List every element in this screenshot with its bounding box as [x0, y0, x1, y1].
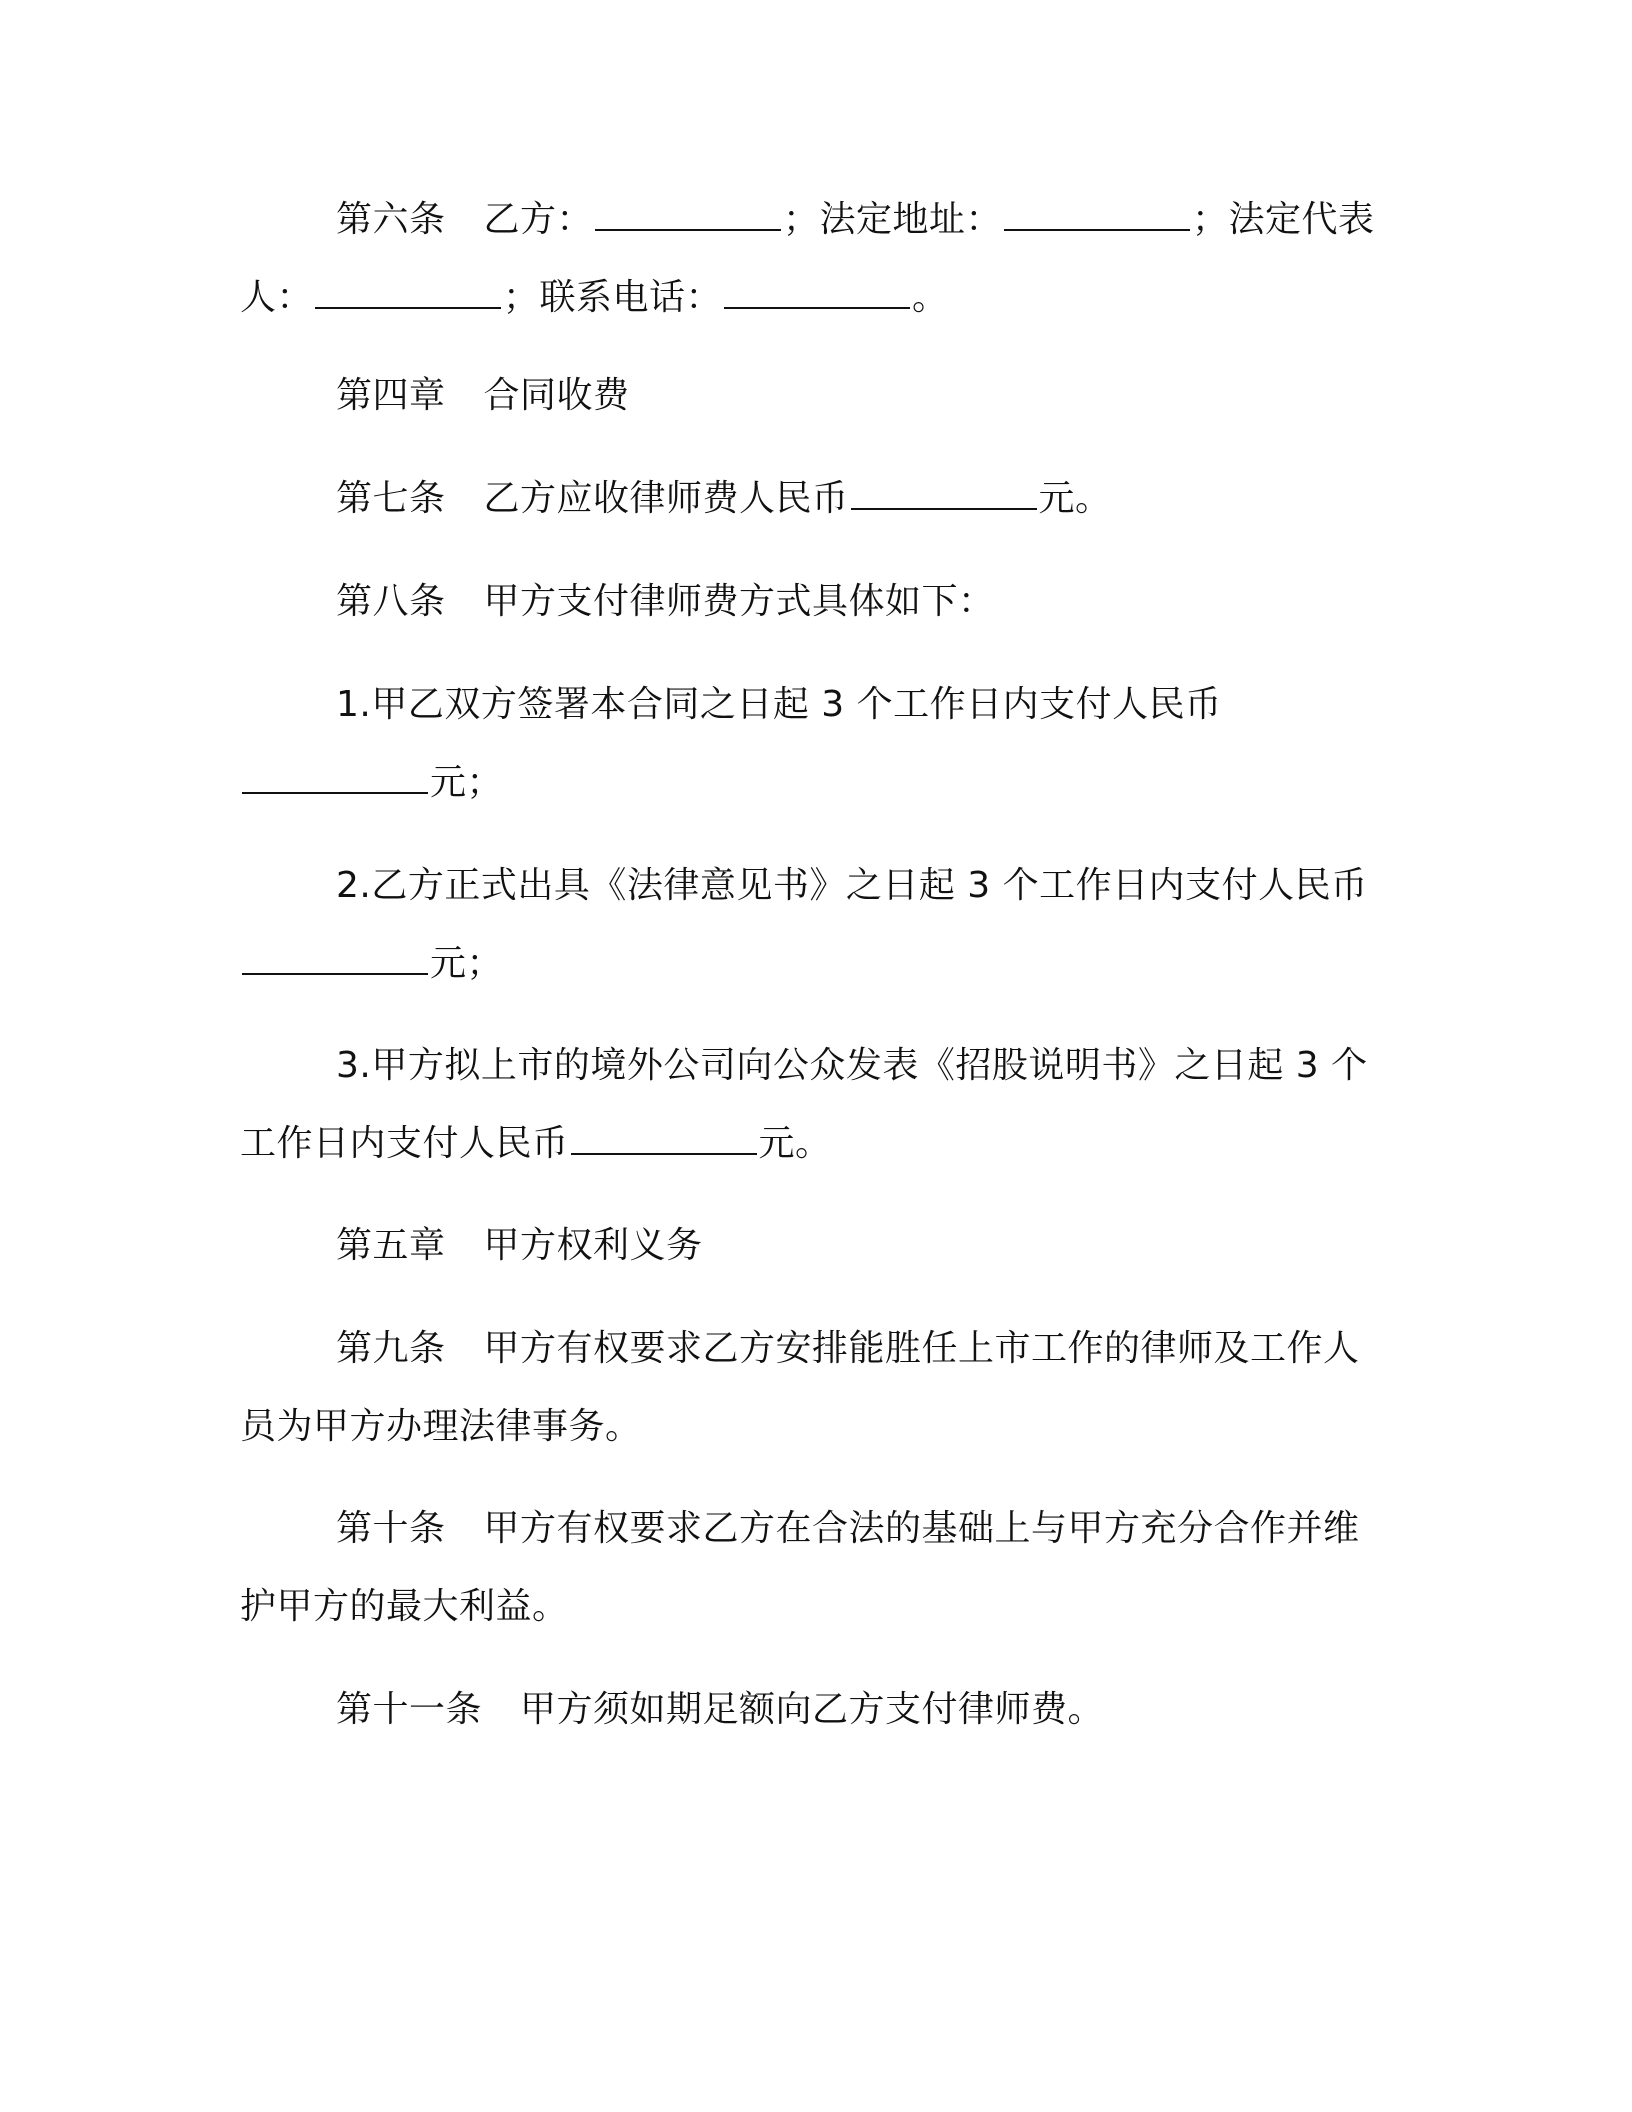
fee-blank[interactable]	[851, 508, 1037, 510]
party-b-label: 乙方：	[483, 199, 594, 240]
payment-2-blank[interactable]	[242, 973, 428, 975]
chapter-title: 合同收费	[483, 375, 630, 416]
address-label: ；法定地址：	[783, 199, 1003, 240]
party-b-blank[interactable]	[595, 229, 781, 231]
article-heading: 第九条	[336, 1328, 446, 1369]
payment-item-2: 2.乙方正式出具《法律意见书》之日起 3 个工作日内支付人民币元；	[240, 847, 1390, 1003]
article-8: 第八条 甲方支付律师费方式具体如下：	[336, 581, 995, 622]
article-heading: 第六条	[336, 199, 446, 240]
phone-label: ；联系电话：	[503, 277, 723, 318]
article-heading: 第八条	[336, 581, 446, 622]
article-7: 第七条 乙方应收律师费人民币 元。	[336, 478, 1112, 519]
payment-item-1: 1.甲乙双方签署本合同之日起 3 个工作日内支付人民币元；	[240, 666, 1390, 822]
article-11: 第十一条 甲方须如期足额向乙方支付律师费。	[336, 1689, 1105, 1730]
item-number: 1.	[336, 684, 372, 725]
chapter-heading: 第五章	[336, 1225, 446, 1266]
article-10: 第十条 甲方有权要求乙方在合法的基础上与甲方充分合作并维护甲方的最大利益。	[240, 1508, 1360, 1627]
legal-rep-label: ；法定代表人：	[240, 199, 1375, 318]
item-number: 3.	[336, 1045, 372, 1086]
article-9: 第九条 甲方有权要求乙方安排能胜任上市工作的律师及工作人员为甲方办理法律事务。	[240, 1328, 1360, 1447]
article-heading: 第十一条	[336, 1689, 483, 1730]
chapter-title: 甲方权利义务	[483, 1225, 703, 1266]
article-heading: 第十条	[336, 1508, 446, 1549]
address-blank[interactable]	[1004, 229, 1190, 231]
legal-rep-blank[interactable]	[315, 307, 501, 309]
payment-3-blank[interactable]	[571, 1153, 757, 1155]
article-6: 第六条 乙方： ；法定地址： ；法定代表人： ；联系电话： 。	[240, 199, 1375, 318]
item-number: 2.	[336, 865, 372, 906]
chapter-4	[240, 357, 1390, 435]
payment-1-blank[interactable]	[242, 792, 428, 794]
chapter-5	[240, 1207, 1390, 1285]
article-heading: 第七条	[336, 478, 446, 519]
phone-blank[interactable]	[724, 307, 910, 309]
payment-item-3: 3.甲方拟上市的境外公司向公众发表《招股说明书》之日起 3 个工作日内支付人民币 元。	[240, 1045, 1368, 1164]
chapter-heading: 第四章	[336, 375, 446, 416]
